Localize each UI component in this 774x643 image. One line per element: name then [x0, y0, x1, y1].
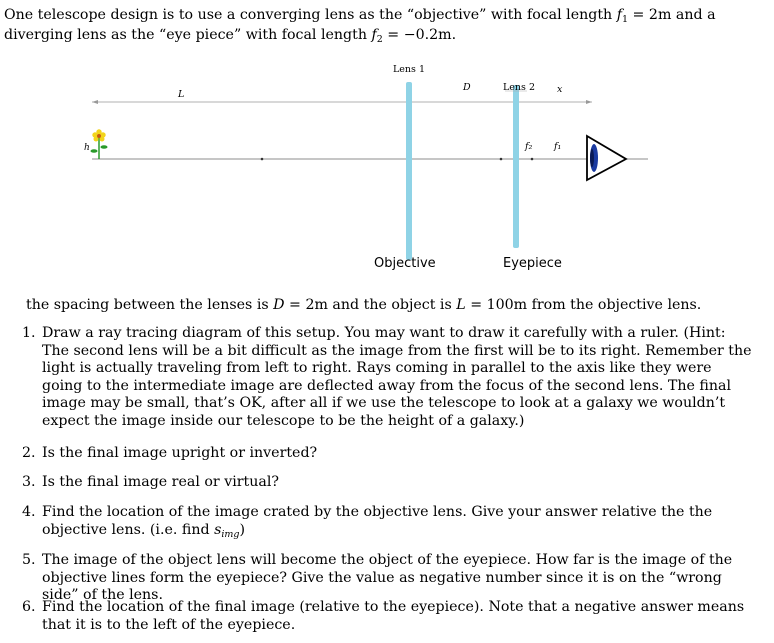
question-item: [22, 599, 756, 634]
question-number: 3.: [22, 474, 36, 490]
distance-arrow-right: [586, 100, 592, 104]
spacing-paragraph: [26, 295, 766, 315]
question-number: 2.: [22, 445, 36, 461]
telescope-diagram: [0, 55, 774, 285]
spacing-text-3: = 100m from the objective lens.: [465, 297, 702, 313]
spacing-text-1: the spacing between the lenses is: [26, 297, 274, 313]
intro-text-1: One telescope design is to use a converging lens as the “objective” with focal length: [4, 7, 617, 23]
lens-2-label: Lens 2: [503, 82, 535, 93]
s-img-subscript: img: [221, 528, 240, 540]
question-text: The image of the object lens will become the object of the eyepiece. How far is the image of the objective lines form the eyepiece? Give the value as negative number since it is on the “wrong side” of the lens.: [42, 552, 733, 604]
f2-label: f₂: [525, 141, 533, 152]
question-text: Draw a ray tracing diagram of this setup. You may want to draw it carefully with a ruler. (Hint: The second lens will be a bit difficult as the image from the first will be to its right. Remember the light is actually traveling from left to right. Rays coming in parallel to the axis like they were going to the intermediate image are deflected away from the focus of the second lens. The final image may be small, that’s OK, after all if we use the telescope to look at a galaxy we wouldn’t expect the image inside our telescope to be the height of a galaxy.): [42, 325, 752, 429]
s-img-symbol: s: [214, 521, 222, 538]
L-label: L: [178, 89, 185, 100]
question-item: [22, 325, 756, 431]
focal-point-f1: [531, 158, 534, 161]
intro-paragraph: [4, 5, 766, 45]
f2-symbol: f: [371, 27, 377, 43]
intro-text-3: = −0.2m.: [382, 27, 457, 43]
D-symbol: D: [273, 297, 285, 313]
x-label: x: [557, 84, 563, 95]
question-text: Is the final image upright or inverted?: [42, 445, 318, 461]
eye-icon: [587, 136, 626, 180]
lens-1-label: Lens 1: [393, 64, 425, 75]
focal-point-f2: [500, 158, 503, 161]
axis-point: [261, 158, 264, 161]
question-number: 6.: [22, 599, 36, 615]
question-number: 4.: [22, 504, 36, 520]
intro-text-2: = 2m and a diverging lens as the “eye piece” with focal length: [4, 7, 716, 43]
eyepiece-caption: Eyepiece: [503, 256, 562, 271]
D-label: D: [463, 82, 471, 93]
distance-arrow-left: [92, 100, 98, 104]
question-text-end: ): [239, 521, 246, 538]
f1-symbol: f: [616, 7, 622, 23]
L-symbol: L: [456, 297, 466, 313]
lens-2: [513, 85, 519, 248]
question-text: Find the location of the image crated by the objective lens. Give your answer relative the the objective lens. (i.e. find: [42, 504, 713, 538]
spacing-text-2: = 2m and the object is: [284, 297, 457, 313]
question-number: 1.: [22, 325, 36, 341]
lens-1: [406, 82, 412, 260]
f1-label: f₁: [554, 141, 562, 152]
objective-caption: Objective: [374, 256, 436, 271]
f2-subscript: 2: [376, 34, 383, 45]
question-text: Find the location of the final image (relative to the eyepiece). Note that a negative answer means that it is to the left of the eyepiece.: [42, 599, 745, 633]
question-text: Is the final image real or virtual?: [42, 474, 279, 490]
question-item: [22, 504, 756, 540]
flower-object-icon: [91, 129, 108, 159]
question-item: [22, 445, 756, 463]
question-item: [22, 552, 756, 605]
h-label: h: [84, 143, 90, 153]
question-number: 5.: [22, 552, 36, 568]
f1-subscript: 1: [621, 14, 629, 25]
question-item: [22, 474, 756, 492]
